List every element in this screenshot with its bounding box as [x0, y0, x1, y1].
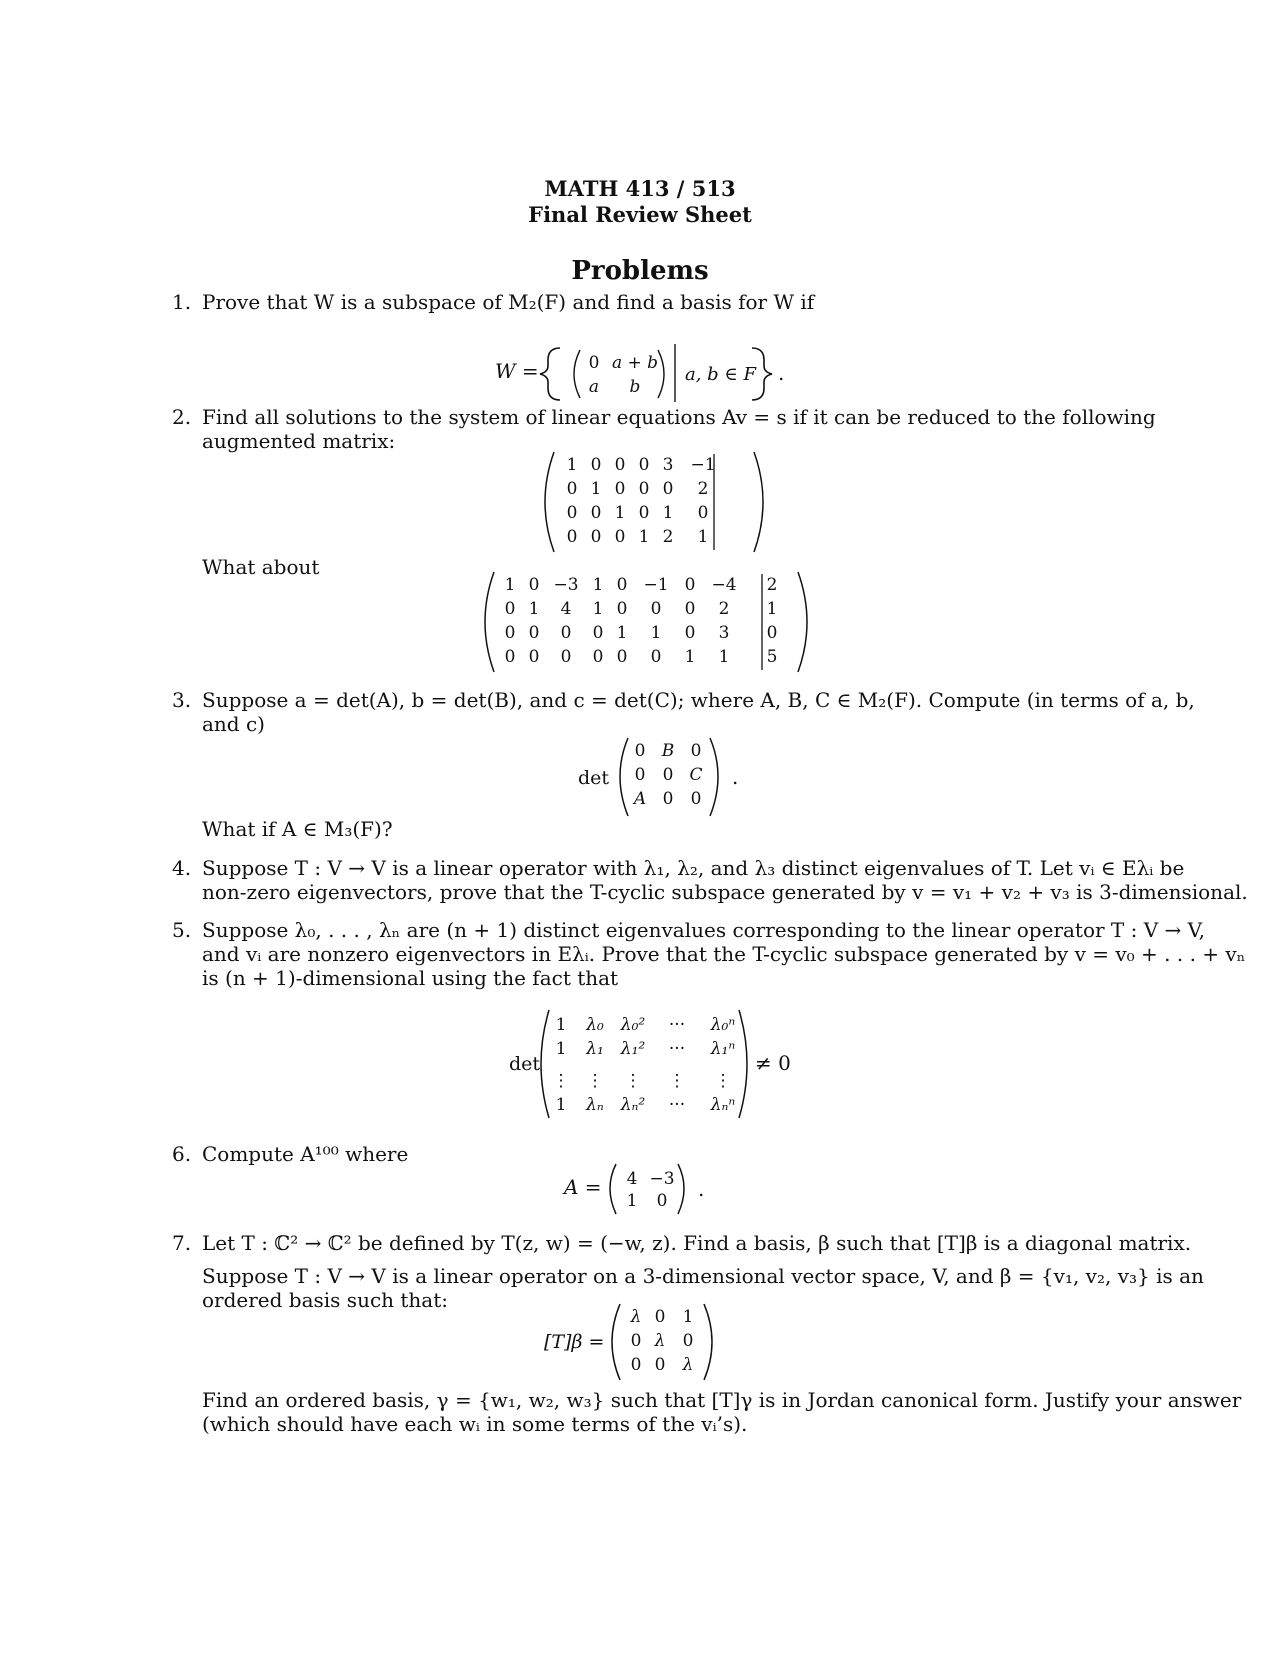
m5-cell: ⋮	[714, 1071, 732, 1091]
problem-6-formula	[560, 1158, 740, 1220]
p1-lhs: W =	[495, 359, 539, 383]
problem-7-closing-line1: Find an ordered basis, γ = {w₁, w₂, w₃} such that [T]γ is in Jordan canonical form. Justify your answer	[202, 1388, 1242, 1412]
m3-cell: 0	[662, 765, 674, 785]
m5-cell: ⋮	[586, 1071, 604, 1091]
p1-cell: a + b	[611, 353, 659, 373]
m1-cell: 0	[590, 503, 602, 523]
m2-cell: 0	[504, 647, 516, 667]
m7-cell: 0	[630, 1331, 642, 1351]
m2-cell: 1	[592, 599, 604, 619]
m2-cell: 0	[616, 647, 628, 667]
problem-1-text: Prove that W is a subspace of M₂(F) and find a basis for W if	[202, 290, 815, 314]
m2-cell: 0	[560, 623, 572, 643]
p1-left-brace	[540, 348, 560, 400]
problem-3-text-line1: Suppose a = det(A), b = det(B), and c = det(C); where A, B, C ∈ M₂(F). Compute (in terms of a, b,	[202, 688, 1195, 712]
problem-5-text-line3: is (n + 1)-dimensional using the fact that	[202, 966, 619, 990]
problem-2-followup: What about	[202, 555, 320, 579]
m5-cell: λ₀	[586, 1015, 604, 1035]
m2-cell: 0	[528, 575, 540, 595]
problem-5-text-line1: Suppose λ₀, . . . , λₙ are (n + 1) distinct eigenvalues corresponding to the linear operator T : V → V,	[202, 918, 1205, 942]
m7-cell: 0	[682, 1331, 694, 1351]
m2-cell: 3	[718, 623, 730, 643]
m1-cell: 0	[614, 527, 626, 547]
m1-cell: 1	[590, 479, 602, 499]
problem-2-number: 2.	[172, 405, 192, 429]
p1-cell: a	[588, 377, 600, 397]
problem-7-formula	[540, 1298, 740, 1386]
problem-5-number: 5.	[172, 918, 192, 942]
m5-cell: λ₁	[586, 1039, 604, 1059]
m2-cell: 1	[718, 647, 730, 667]
problem-4-text-line2: non-zero eigenvectors, prove that the T-cyclic subspace generated by v = v₁ + v₂ + v₃ is 3-dimensional.	[202, 880, 1248, 904]
problem-4-text-line1: Suppose T : V → V is a linear operator with λ₁, λ₂, and λ₃ distinct eigenvalues of T. Let vᵢ ∈ Eλᵢ be	[202, 856, 1185, 880]
problem-3-text-line2: and c)	[202, 712, 265, 736]
m7-cell: 0	[654, 1307, 666, 1327]
m5-cell: ⋮	[668, 1071, 686, 1091]
m2-cell: 0	[504, 623, 516, 643]
m1-cell: 0	[638, 455, 650, 475]
m2-cell: 1	[616, 623, 628, 643]
p5-det: det	[509, 1053, 541, 1075]
course-title: MATH 413 / 513	[544, 176, 736, 201]
m1-cell: 1	[614, 503, 626, 523]
m2-cell: 0	[560, 647, 572, 667]
p3-det: det	[578, 767, 610, 789]
m3-cell: A	[633, 789, 647, 809]
m5-cell: λ₀²	[620, 1015, 646, 1035]
m1-cell: 0	[566, 527, 578, 547]
m5-cell: ···	[668, 1015, 686, 1035]
problem-5-formula	[505, 1004, 805, 1124]
m7-cell: λ	[682, 1355, 694, 1375]
m2-cell: −1	[643, 575, 669, 595]
m1-cell: 1	[662, 503, 674, 523]
m1-cell: 0	[638, 503, 650, 523]
m5-cell: λₙ²	[620, 1095, 646, 1115]
problem-2-matrix-2	[480, 566, 820, 678]
m2-cell: 1	[650, 623, 662, 643]
section-heading: Problems	[571, 256, 709, 286]
problem-1-number: 1.	[172, 290, 192, 314]
m5-cell: λ₀ⁿ	[710, 1015, 736, 1035]
m1-cell: 0	[590, 527, 602, 547]
m2-cell: 0	[592, 623, 604, 643]
m3-cell: 0	[690, 789, 702, 809]
m2-cell: −3	[553, 575, 579, 595]
problem-2-text-line2: augmented matrix:	[202, 429, 396, 453]
m5-cell: ···	[668, 1039, 686, 1059]
problem-4-number: 4.	[172, 856, 192, 880]
m2-cell: 0	[592, 647, 604, 667]
problem-7-closing-line2: (which should have each wᵢ in some terms of the vᵢ’s).	[202, 1412, 748, 1436]
p3-period: .	[732, 765, 739, 789]
m2-cell: 1	[766, 599, 778, 619]
m5-cell: 1	[555, 1095, 567, 1115]
m5-cell: λₙ	[586, 1095, 604, 1115]
m2-cell: −4	[711, 575, 737, 595]
m2-cell: 5	[766, 647, 778, 667]
p6-period: .	[698, 1177, 705, 1201]
m6-cell: −3	[649, 1169, 675, 1189]
m3-cell: 0	[662, 789, 674, 809]
m1-cell: 0	[566, 479, 578, 499]
m5-cell: ···	[668, 1095, 686, 1115]
m6-cell: 1	[626, 1191, 638, 1211]
m2-cell: 0	[616, 599, 628, 619]
m5-cell: ⋮	[552, 1071, 570, 1091]
p5-neq: ≠ 0	[755, 1051, 791, 1075]
m7-cell: 0	[654, 1355, 666, 1375]
m2-cell: 0	[528, 647, 540, 667]
problem-3-followup: What if A ∈ M₃(F)?	[202, 817, 393, 841]
m1-cell: 1	[697, 527, 709, 547]
m1-cell: 1	[566, 455, 578, 475]
problem-6-text: Compute A¹⁰⁰ where	[202, 1142, 409, 1166]
m2-cell: 0	[684, 623, 696, 643]
m1-cell: 0	[614, 479, 626, 499]
problem-6-number: 6.	[172, 1142, 192, 1166]
m1-cell: 0	[590, 455, 602, 475]
m1-cell: 1	[638, 527, 650, 547]
m5-cell: λ₁²	[620, 1039, 646, 1059]
problem-7-text-line1: Let T : ℂ² → ℂ² be defined by T(z, w) = (−w, z). Find a basis, β such that [T]β is a diagonal matrix.	[202, 1231, 1192, 1255]
m2-cell: 0	[650, 599, 662, 619]
m1-cell: 0	[566, 503, 578, 523]
p1-cell: b	[629, 377, 641, 397]
m2-cell: 0	[504, 599, 516, 619]
m3-cell: C	[689, 765, 703, 785]
problem-5-text-line2: and vᵢ are nonzero eigenvectors in Eλᵢ. Prove that the T-cyclic subspace generated by v = v₀ + . . . + vₙ	[202, 942, 1246, 966]
m1-cell: 0	[697, 503, 709, 523]
m2-cell: 1	[592, 575, 604, 595]
m3-cell: 0	[690, 741, 702, 761]
m5-cell: ⋮	[624, 1071, 642, 1091]
m5-cell: λ₁ⁿ	[710, 1039, 736, 1059]
m1-cell: 0	[614, 455, 626, 475]
m1-cell: 0	[638, 479, 650, 499]
problem-7-followup-line1: Suppose T : V → V is a linear operator on a 3-dimensional vector space, V, and β = {v₁, v₂, v₃} is an	[202, 1264, 1204, 1288]
m5-cell: λₙⁿ	[710, 1095, 736, 1115]
problem-3-formula	[570, 732, 770, 822]
p1-right-paren	[658, 350, 664, 398]
m2-cell: 2	[718, 599, 730, 619]
m2-cell: 2	[766, 575, 778, 595]
m1-cell: 0	[662, 479, 674, 499]
m2-cell: 1	[684, 647, 696, 667]
m2-cell: 0	[766, 623, 778, 643]
p7-lhs: [T]β =	[544, 1331, 605, 1353]
problem-2-matrix-1	[540, 446, 780, 558]
m6-cell: 4	[626, 1169, 638, 1189]
problem-1-formula	[490, 336, 820, 406]
problem-2-text-line1: Find all solutions to the system of linear equations Av = s if it can be reduced to the following	[202, 405, 1156, 429]
m2-cell: 0	[528, 623, 540, 643]
sheet-subtitle: Final Review Sheet	[528, 202, 752, 227]
m1-cell: 2	[662, 527, 674, 547]
m1-cell: 2	[697, 479, 709, 499]
p1-cell: 0	[588, 353, 600, 373]
p1-period: .	[778, 361, 785, 385]
p1-left-paren	[574, 350, 580, 398]
m2-cell: 0	[684, 575, 696, 595]
p6-lhs: A =	[564, 1175, 602, 1199]
problem-7-followup-line2: ordered basis such that:	[202, 1288, 449, 1312]
m7-cell: 0	[630, 1355, 642, 1375]
m2-cell: 0	[684, 599, 696, 619]
m7-cell: λ	[654, 1331, 666, 1351]
m3-cell: 0	[634, 741, 646, 761]
m7-cell: 1	[682, 1307, 694, 1327]
p1-condition: a, b ∈ F	[685, 364, 756, 385]
m6-cell: 0	[656, 1191, 668, 1211]
m5-cell: 1	[555, 1039, 567, 1059]
m2-cell: 1	[504, 575, 516, 595]
m2-cell: 0	[616, 575, 628, 595]
problem-7-number: 7.	[172, 1231, 192, 1255]
m7-cell: λ	[630, 1307, 642, 1327]
m2-cell: 4	[560, 599, 572, 619]
m1-cell: 3	[662, 455, 674, 475]
m3-cell: 0	[634, 765, 646, 785]
m2-cell: 0	[650, 647, 662, 667]
m1-cell: −1	[690, 455, 716, 475]
problem-3-number: 3.	[172, 688, 192, 712]
m5-cell: 1	[555, 1015, 567, 1035]
m2-cell: 1	[528, 599, 540, 619]
m3-cell: B	[661, 741, 675, 761]
